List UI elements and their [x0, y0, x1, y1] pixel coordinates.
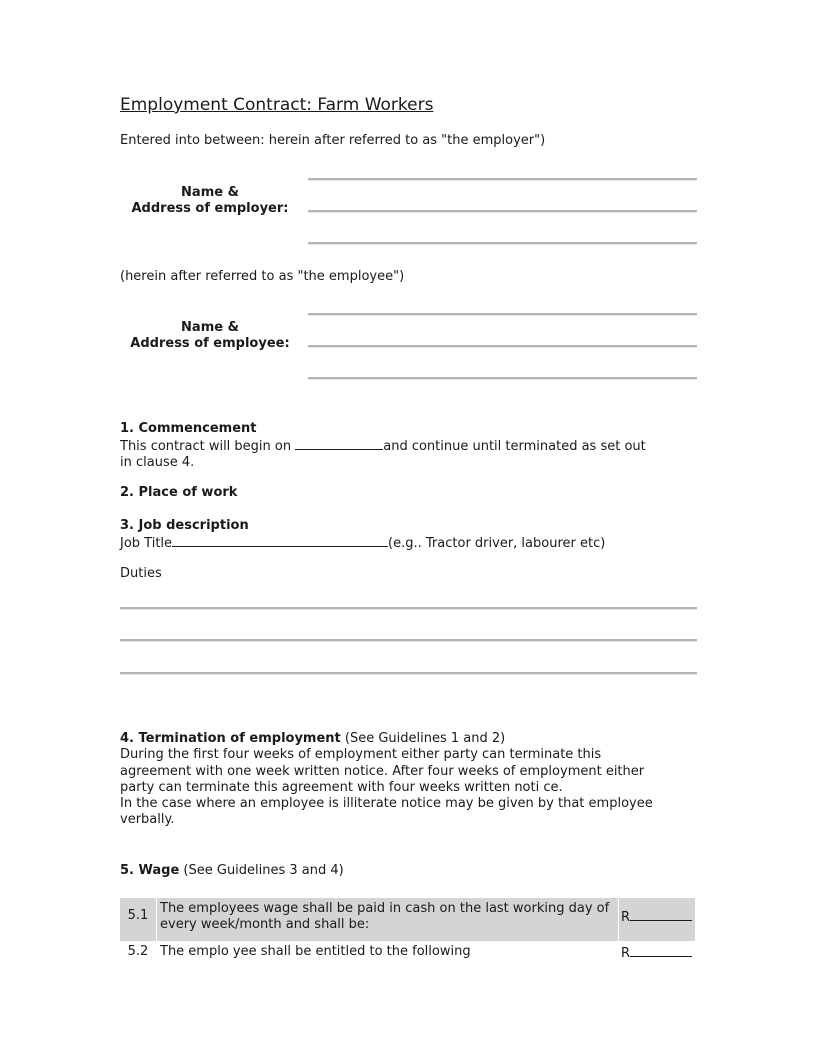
termination-heading-row: [120, 731, 653, 747]
wage-heading: 5. Wage: [120, 863, 180, 878]
employer-label-line1: Name &: [181, 185, 239, 200]
employer-line-3[interactable]: [308, 242, 697, 245]
page-title: Employment Contract: Farm Workers: [120, 95, 434, 115]
employer-line-1[interactable]: [308, 178, 697, 181]
wage-row-number: 5.1: [120, 898, 157, 941]
employee-line-3[interactable]: [308, 377, 697, 380]
wage-row-text: The employees wage shall be paid in cash on the last working day of every week/month and shall be:: [157, 898, 619, 941]
duties-line-1[interactable]: [120, 607, 697, 610]
job-title-row: [120, 534, 605, 552]
commencement-text: [120, 437, 646, 472]
termination-line-4: In the case where an employee is illiterate notice may be given by that employee: [120, 796, 653, 812]
termination-line-2: agreement with one week written notice. After four weeks of employment either: [120, 763, 645, 779]
job-title-label: Job Title: [120, 536, 173, 551]
wage-table: [120, 898, 695, 961]
duties-line-3[interactable]: [120, 672, 697, 675]
intro-text: Entered into between: herein after referred to as "the employer"): [120, 133, 546, 148]
commencement-text-c: in clause 4.: [120, 455, 195, 471]
commencement-text-a: This contract will begin on: [120, 439, 296, 454]
wage-row: [120, 941, 695, 961]
employee-intro-text: (herein after referred to as "the employee"): [120, 269, 405, 284]
duties-label: Duties: [120, 566, 162, 581]
termination-line-3: party can terminate this agreement with four weeks written noti ce.: [120, 779, 563, 795]
employer-line-2[interactable]: [308, 210, 697, 213]
duties-line-2[interactable]: [120, 639, 697, 642]
employer-label: [118, 185, 302, 217]
termination-section: [120, 731, 653, 829]
wage-note: (See Guidelines 3 and 4): [179, 863, 344, 878]
employee-label-line1: Name &: [181, 320, 239, 335]
wage-row-amount[interactable]: [619, 898, 696, 941]
commencement-heading: 1. Commencement: [120, 421, 257, 436]
wage-heading-row: [120, 863, 344, 878]
place-of-work-heading: 2. Place of work: [120, 485, 238, 500]
termination-line-5: verbally.: [120, 812, 175, 828]
commencement-text-b: and continue until terminated as set out: [383, 439, 646, 454]
termination-heading: 4. Termination of employment: [120, 731, 341, 746]
job-title-blank[interactable]: [172, 534, 388, 547]
job-title-hint: (e.g.. Tractor driver, labourer etc): [388, 536, 606, 551]
termination-line-1: During the first four weeks of employment either party can terminate this: [120, 747, 602, 763]
wage-row-amount[interactable]: [619, 941, 696, 961]
wage-amount-blank[interactable]: [630, 908, 692, 921]
termination-note: (See Guidelines 1 and 2): [340, 731, 506, 746]
employee-label: [118, 320, 302, 352]
employer-label-line2: Address of employer:: [131, 201, 289, 216]
job-description-heading: 3. Job description: [120, 518, 249, 533]
wage-amount-prefix: R: [621, 946, 631, 961]
start-date-blank[interactable]: [295, 437, 383, 450]
employee-line-1[interactable]: [308, 313, 697, 316]
wage-amount-prefix: R: [621, 910, 631, 925]
wage-amount-blank[interactable]: [630, 944, 692, 957]
employee-line-2[interactable]: [308, 345, 697, 348]
wage-row: [120, 898, 695, 941]
wage-row-number: 5.2: [127, 944, 149, 959]
employee-label-line2: Address of employee:: [130, 336, 290, 351]
wage-row-text: The emplo yee shall be entitled to the following: [157, 941, 619, 961]
